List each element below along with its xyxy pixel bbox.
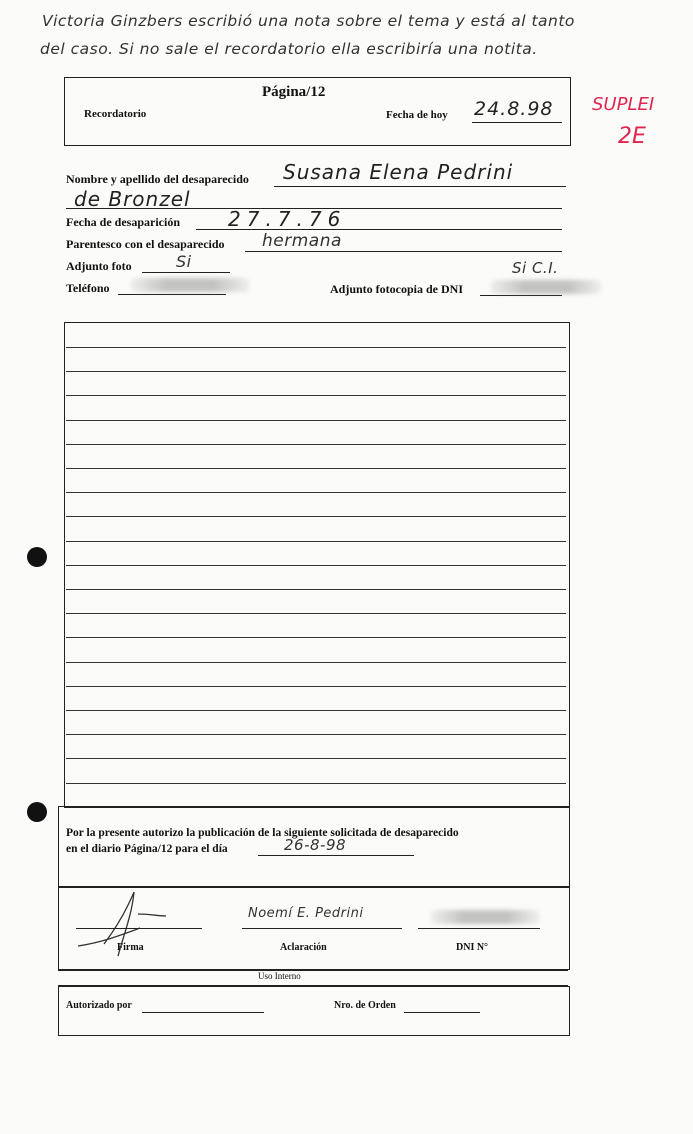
- top-note-line-2: del caso. Si no sale el recordatorio ella escribiría una notita.: [40, 40, 538, 58]
- firma-label: Firma: [117, 942, 144, 953]
- authorization-text-line-2: en el diario Página/12 para el día: [66, 843, 228, 855]
- name-label: Nombre y apellido del desaparecido: [66, 172, 249, 186]
- writing-line: [66, 468, 566, 469]
- disappearance-date-label: Fecha de desaparición: [66, 215, 180, 229]
- margin-note-line-1: SUPLEI: [592, 94, 655, 115]
- writing-line: [66, 662, 566, 663]
- writing-line: [66, 420, 566, 421]
- writing-line: [66, 637, 566, 638]
- writing-line: [66, 710, 566, 711]
- photo-value[interactable]: Si: [176, 252, 192, 271]
- disappearance-date-underline: [196, 229, 562, 230]
- writing-line: [66, 758, 566, 759]
- order-number-label: Nro. de Orden: [334, 1000, 396, 1011]
- dni-value[interactable]: Si C.I.: [512, 259, 559, 277]
- form-type-label: Recordatorio: [84, 108, 147, 120]
- phone-label: Teléfono: [66, 281, 110, 295]
- firma-underline: [76, 928, 202, 929]
- today-date-value[interactable]: 24.8.98: [474, 98, 554, 120]
- order-number-underline: [404, 1012, 480, 1013]
- writing-line: [66, 734, 566, 735]
- aclaracion-value[interactable]: Noemí E. Pedrini: [248, 906, 364, 921]
- internal-box: [58, 986, 570, 1036]
- signature-dni-label: DNI N°: [456, 942, 489, 953]
- writing-line: [66, 347, 566, 348]
- writing-line: [66, 783, 566, 784]
- relationship-value[interactable]: hermana: [262, 231, 342, 251]
- writing-line: [66, 395, 566, 396]
- writing-line: [66, 613, 566, 614]
- authorization-text-line-1: Por la presente autorizo la publicación de la siguiente solicitada de desaparecido: [66, 827, 459, 839]
- writing-line: [66, 371, 566, 372]
- photo-label: Adjunto foto: [66, 259, 132, 273]
- disappearance-date-value[interactable]: 27.7.76: [228, 207, 347, 231]
- aclaracion-underline: [242, 928, 402, 929]
- writing-line: [66, 492, 566, 493]
- writing-line: [66, 444, 566, 445]
- writing-line: [66, 541, 566, 542]
- authorized-by-label: Autorizado por: [66, 1000, 132, 1011]
- dni-copy-underline: [480, 295, 562, 296]
- punch-hole-bottom: [27, 802, 47, 822]
- writing-line: [66, 565, 566, 566]
- phone-redaction: [130, 278, 250, 292]
- writing-line: [66, 516, 566, 517]
- internal-use-line: [58, 970, 568, 986]
- punch-hole-top: [27, 547, 47, 567]
- phone-underline: [118, 294, 226, 295]
- name-value-line-1[interactable]: Susana Elena Pedrini: [283, 160, 514, 184]
- dni-underline: [418, 928, 540, 929]
- today-date-label: Fecha de hoy: [386, 109, 448, 121]
- dni-redaction: [490, 280, 602, 294]
- internal-use-label: Uso Interno: [258, 971, 301, 981]
- dni-copy-label: Adjunto fotocopia de DNI: [330, 282, 464, 296]
- relationship-label: Parentesco con el desaparecido: [66, 237, 225, 251]
- publication-date-underline: [258, 855, 414, 856]
- relationship-underline: [245, 251, 562, 252]
- authorized-by-underline: [142, 1012, 264, 1013]
- top-note-line-1: Victoria Ginzbers escribió una nota sobre el tema y está al tanto: [42, 12, 575, 30]
- name-underline-1: [274, 186, 566, 187]
- writing-line: [66, 686, 566, 687]
- aclaracion-label: Aclaración: [280, 942, 327, 953]
- signature-dni-redaction: [430, 910, 540, 924]
- photo-underline: [142, 272, 230, 273]
- today-date-underline: [472, 122, 562, 123]
- publication-date-value[interactable]: 26-8-98: [284, 836, 347, 854]
- margin-note-line-2: 2E: [618, 124, 646, 149]
- writing-line: [66, 589, 566, 590]
- name-value-line-2[interactable]: de Bronzel: [74, 187, 191, 211]
- publication-title: Página/12: [262, 84, 326, 100]
